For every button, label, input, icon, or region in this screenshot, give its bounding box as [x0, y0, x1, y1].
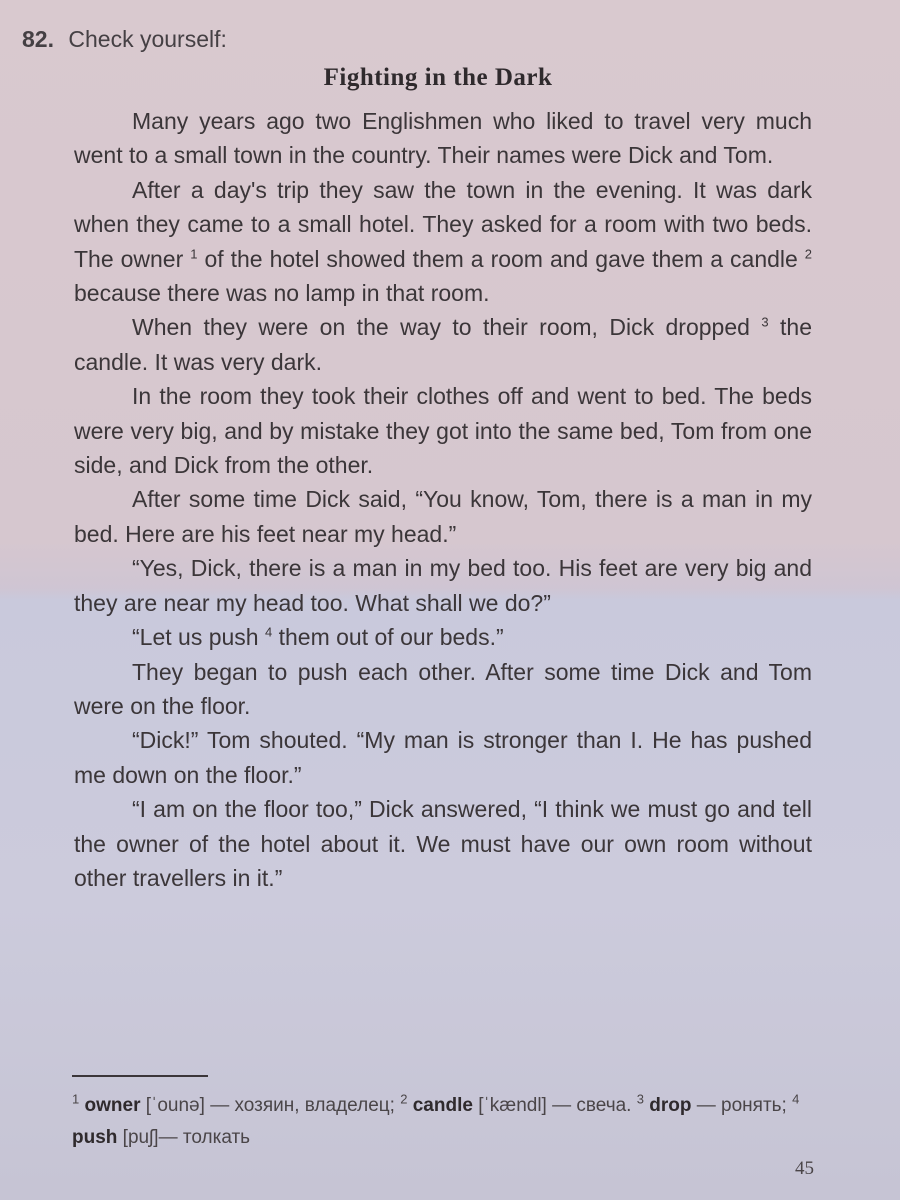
paragraph: After some time Dick said, “You know, Tom, there is a man in my bed. Here are his feet near my head.” — [74, 486, 812, 547]
footnote-mark: 3 — [761, 314, 769, 330]
exercise-header — [22, 26, 227, 53]
paragraph: Many years ago two Englishmen who liked to travel very much went to a small town in the country. Their names were Dick and Tom. — [74, 108, 812, 169]
exercise-instruction: Check yourself: — [68, 26, 227, 52]
paragraph: When they were on the way to their room, Dick dropped $^3$ the candle. It was very dark. — [74, 314, 812, 375]
footnotes — [72, 1090, 812, 1154]
paragraph: They began to push each other. After some time Dick and Tom were on the floor. — [74, 658, 812, 719]
footnote: $^1$ owner [ˈounə] — хозяин, владелец; — [72, 1091, 395, 1116]
paragraph: “Let us push $^4$ them out of our beds.” — [132, 624, 504, 651]
footnote-mark: 4 — [264, 624, 273, 640]
paragraph: “Dick!” Tom shouted. “My man is stronger than I. He has pushed me down on the floor.” — [74, 727, 812, 788]
paragraph: “Yes, Dick, there is a man in my bed too. His feet are very big and they are near my head too. What shall we do?” — [74, 555, 812, 616]
exercise-number: 82. — [22, 26, 54, 52]
page-number: 45 — [795, 1158, 814, 1179]
footnote: $^3$ drop — ронять; — [636, 1091, 787, 1116]
footnote-mark: 2 — [804, 245, 813, 261]
paragraph: “I am on the floor too,” Dick answered, “I think we must go and tell the owner of the hotel about it. We must have our own room without other travellers in it.” — [74, 796, 812, 891]
paragraph: After a day's trip they saw the town in the evening. It was dark when they came to a small hotel. They asked for a room with two beds. The owner $^1$ of the hotel showed them a room and gave them a candle $^2$ because there was no lamp in that room. — [74, 176, 813, 307]
story-title: Fighting in the Dark — [323, 64, 553, 91]
story-body — [74, 104, 812, 895]
footnote-mark: 1 — [190, 245, 198, 261]
paragraph: In the room they took their clothes off and went to bed. The beds were very big, and by mistake they got into the same bed, Tom from one side, and Dick from the other. — [74, 383, 812, 479]
footnote: $^2$ candle [ˈkændl] — свеча. — [400, 1091, 632, 1116]
footnote: $^4$ push [puʃ]— толкать — [72, 1091, 800, 1148]
footnote-divider — [72, 1075, 208, 1077]
